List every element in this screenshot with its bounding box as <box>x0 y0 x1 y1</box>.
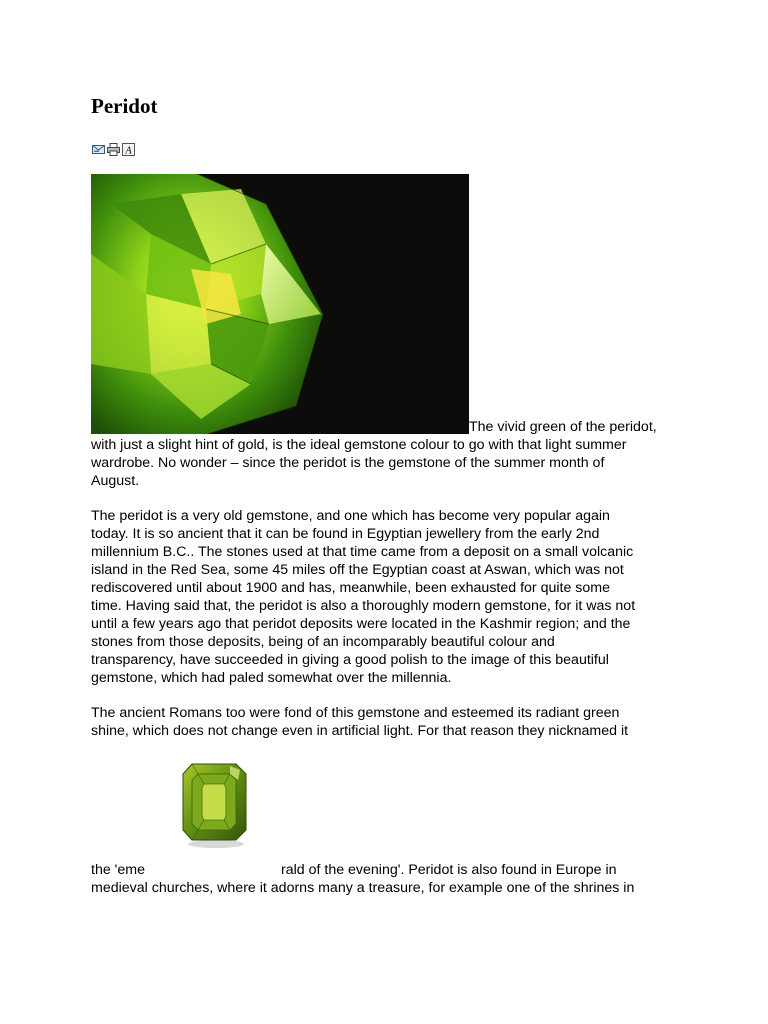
hero-image <box>91 174 469 434</box>
para3-line-1: The ancient Romans too were fond of this gemstone and esteemed its radiant green <box>91 705 620 721</box>
email-icon[interactable] <box>92 143 105 156</box>
para3-line-3-after: rald of the evening'. Peridot is also found in Europe in <box>281 862 617 878</box>
para3-line-2: shine, which does not change even in artificial light. For that reason they nicknamed it <box>91 723 629 739</box>
font-size-icon[interactable] <box>122 143 135 156</box>
peridot-emerald-cut-gem-icon <box>180 760 250 850</box>
print-icon[interactable] <box>107 143 120 156</box>
para2-line-4: island in the Red Sea, some 45 miles off the Egyptian coast at Aswan, which was not <box>91 562 624 578</box>
small-gem-image <box>180 760 250 850</box>
para2-line-10: gemstone, which had paled somewhat over the millennia. <box>91 670 452 686</box>
page-title: Peridot <box>91 94 158 118</box>
para1-line-4: August. <box>91 473 140 489</box>
para2-line-3: millennium B.C.. The stones used at that time came from a deposit on a small volcanic <box>91 544 634 560</box>
para1-line-1: The vivid green of the peridot, <box>469 419 657 435</box>
para1-line-3: wardrobe. No wonder – since the peridot is the gemstone of the summer month of <box>91 455 605 471</box>
para2-line-6: time. Having said that, the peridot is also a thoroughly modern gemstone, for it was not <box>91 598 636 614</box>
para3-line-3-before: the 'eme <box>91 862 145 878</box>
para2-line-5: rediscovered until about 1900 and has, meanwhile, been exhausted for quite some <box>91 580 610 596</box>
para2-line-7: until a few years ago that peridot deposits were located in the Kashmir region; and the <box>91 616 631 632</box>
para2-line-9: transparency, have succeeded in giving a good polish to the image of this beautiful <box>91 652 609 668</box>
svg-text:A: A <box>125 145 132 156</box>
para2-line-1: The peridot is a very old gemstone, and one which has become very popular again <box>91 508 610 524</box>
para3-line-4: medieval churches, where it adorns many a treasure, for example one of the shrines in <box>91 880 635 896</box>
para1-line-2: with just a slight hint of gold, is the ideal gemstone colour to go with that light summer <box>91 437 627 453</box>
peridot-octagon-gem-icon <box>91 174 469 434</box>
toolbar-icons <box>92 141 135 157</box>
para2-line-2: today. It is so ancient that it can be found in Egyptian jewellery from the early 2nd <box>91 526 600 542</box>
para2-line-8: stones from those deposits, being of an incomparably beautiful colour and <box>91 634 555 650</box>
